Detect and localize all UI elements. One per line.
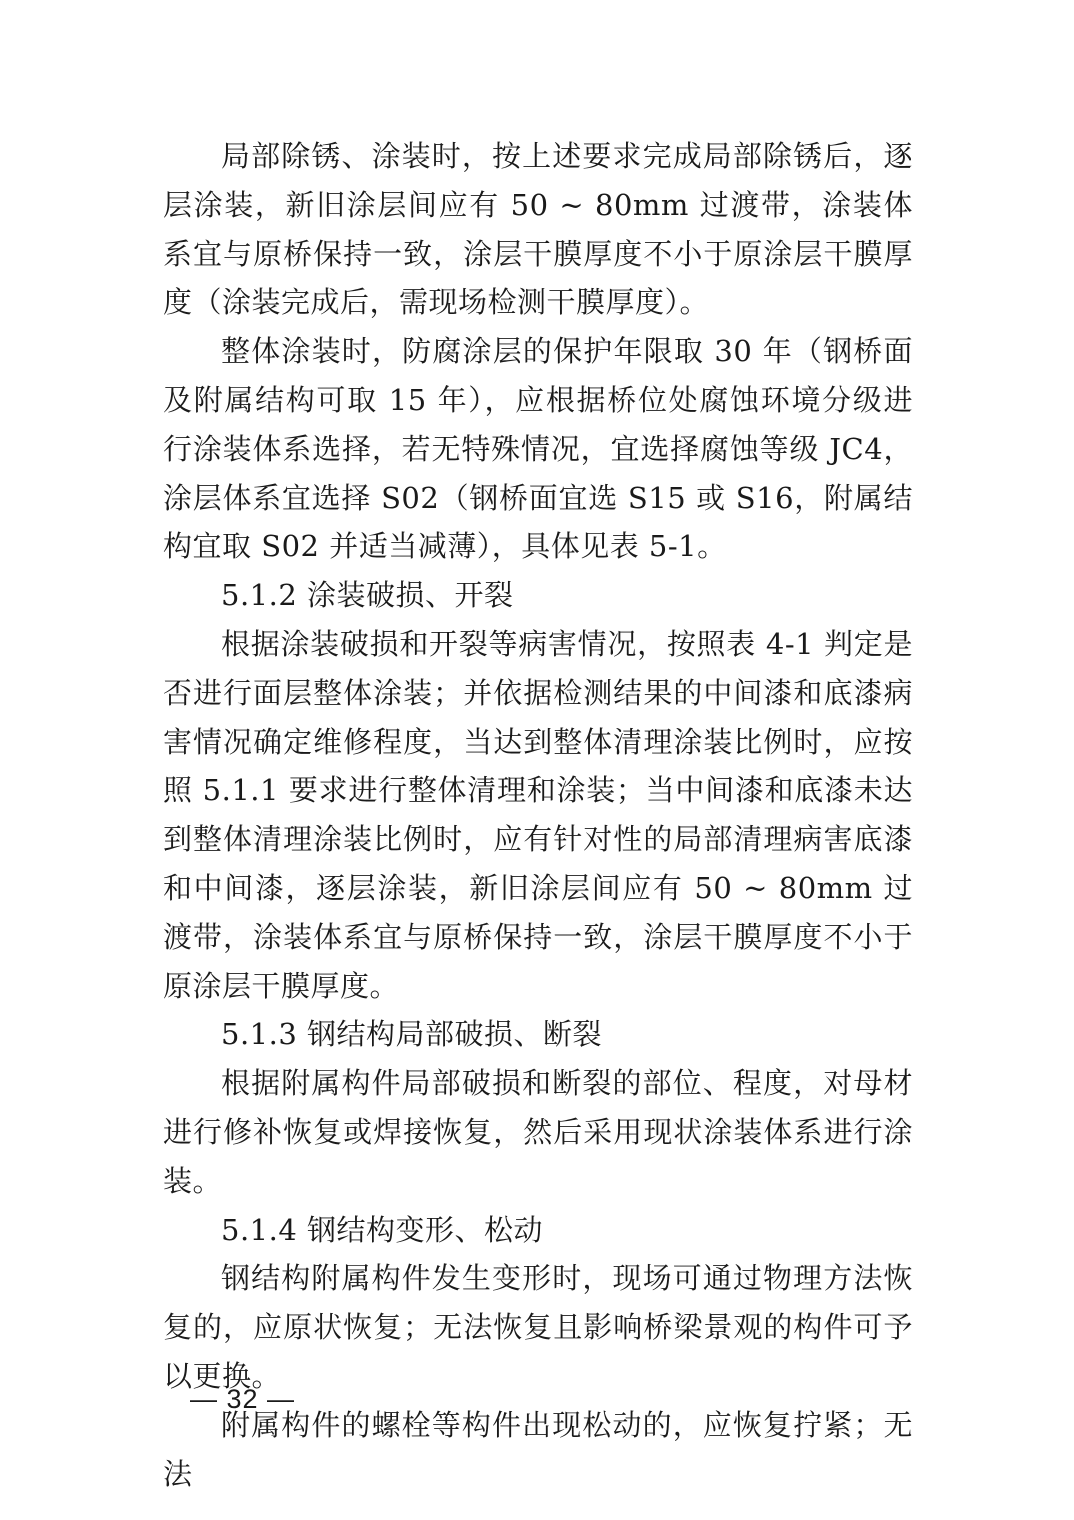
section-heading-5-1-2: 5.1.2 涂装破损、开裂 [221, 578, 514, 613]
paragraph-local-breakage: 根据附属构件局部破损和断裂的部位、程度，对母材进行修补恢复或焊接恢复，然后采用现状涂装体系进行涂装。 [163, 1066, 913, 1198]
paragraph-local-coating: 局部除锈、涂装时，按上述要求完成局部除锈后，逐层涂装，新旧涂层间应有 50 ~ 80mm 过渡带，涂装体系宜与原桥保持一致，涂层干膜厚度不小于原涂层干膜厚度（涂装完成后，需现场检测干膜厚度）。 [163, 139, 913, 320]
paragraph-overall-coating: 整体涂装时，防腐涂层的保护年限取 30 年（钢桥面及附属结构可取 15 年），应根据桥位处腐蚀环境分级进行涂装体系选择，若无特殊情况，宜选择腐蚀等级 JC4，涂层体系宜选择 S02（钢桥面宜选 S15 或 S16，附属结构宜取 S02 并适当减薄），具体见表 5-1。 [163, 334, 913, 564]
document-body [163, 132, 913, 1498]
section-heading-5-1-4: 5.1.4 钢结构变形、松动 [221, 1212, 544, 1247]
paragraph-coating-damage: 根据涂装破损和开裂等病害情况，按照表 4-1 判定是否进行面层整体涂装；并依据检测结果的中间漆和底漆病害情况确定维修程度，当达到整体清理涂装比例时，应按照 5.1.1 要求进行整体清理和涂装；当中间漆和底漆未达到整体清理涂装比例时，应有针对性的局部清理病害底漆和中间漆，逐层涂装，新旧涂层间应有 50 ~ 80mm 过渡带，涂装体系宜与原桥保持一致，涂层干膜厚度不小于原涂层干膜厚度。 [163, 626, 913, 1003]
paragraph-deformation: 钢结构附属构件发生变形时，现场可通过物理方法恢复的，应原状恢复；无法恢复且影响桥梁景观的构件可予以更换。 [163, 1261, 913, 1393]
section-heading-5-1-3: 5.1.3 钢结构局部破损、断裂 [221, 1017, 603, 1052]
page-number: — 32 — [190, 1384, 296, 1414]
paragraph-loosening: 附属构件的螺栓等构件出现松动的，应恢复拧紧；无法 [163, 1407, 913, 1491]
